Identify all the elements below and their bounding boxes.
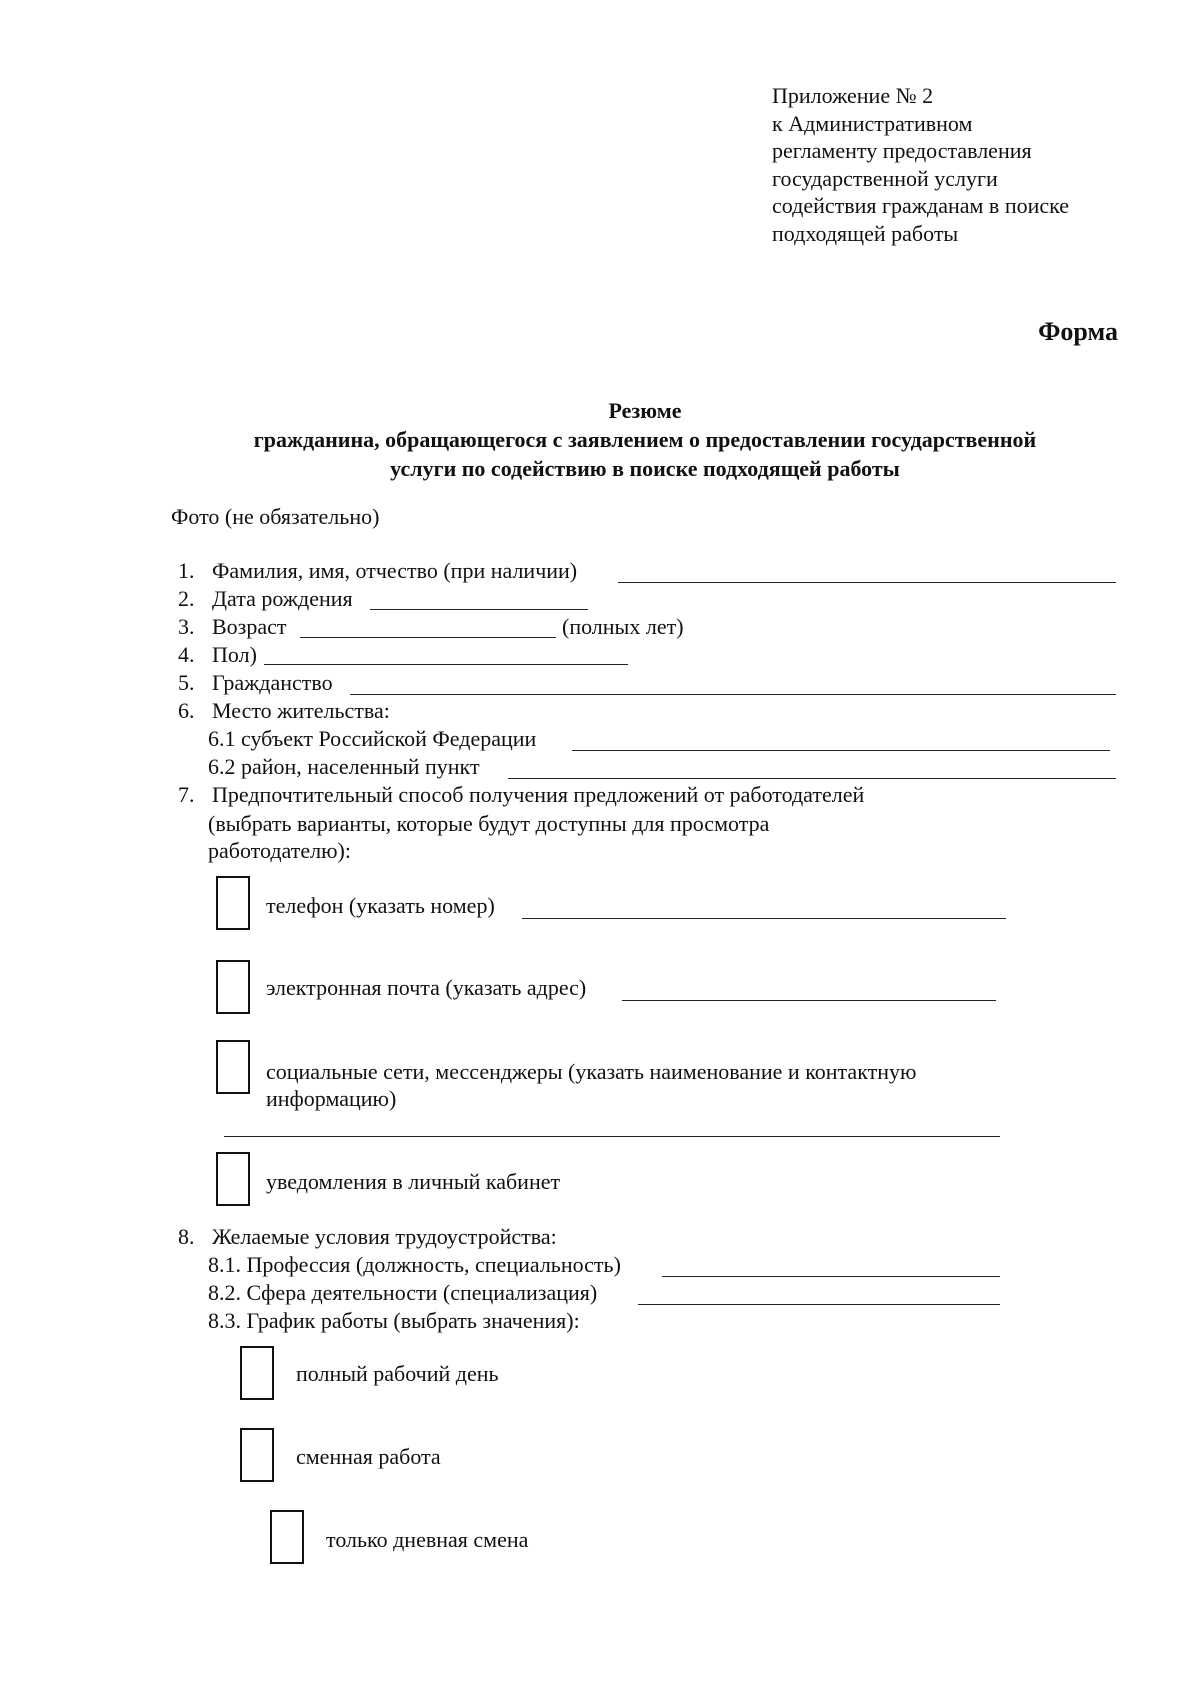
item-label: Возраст <box>212 614 287 639</box>
item-number: 2. <box>178 586 195 611</box>
item-number: 8. <box>178 1224 195 1249</box>
social-field[interactable] <box>224 1136 1000 1137</box>
photo-label: Фото (не обязательно) <box>171 504 380 529</box>
email-field[interactable] <box>622 1000 996 1001</box>
social-option-label: социальные сети, мессенджеры (указать наименование и контактную <box>266 1059 917 1084</box>
social-option-label-cont: информацию) <box>266 1086 397 1111</box>
citizenship-field[interactable] <box>350 694 1116 695</box>
annex-line: Приложение № 2 <box>772 83 934 108</box>
annex-block <box>772 82 1069 247</box>
item-number: 6. <box>178 698 195 723</box>
item-gender <box>178 641 257 668</box>
work-schedule-label: 8.3. График работы (выбрать значения): <box>208 1308 580 1333</box>
phone-field[interactable] <box>522 918 1006 919</box>
residence-locality-field[interactable] <box>508 778 1116 779</box>
item-label: Гражданство <box>212 670 333 695</box>
title-line: гражданина, обращающегося с заявлением о предоставлении государственной <box>253 427 1037 452</box>
item-number: 4. <box>178 642 195 667</box>
age-field[interactable] <box>300 637 556 638</box>
cabinet-checkbox[interactable] <box>216 1152 250 1206</box>
item-label: Фамилия, имя, отчество (при наличии) <box>212 558 578 583</box>
shift-work-checkbox[interactable] <box>240 1428 274 1482</box>
day-shift-checkbox[interactable] <box>270 1510 304 1564</box>
item-citizenship <box>178 669 333 696</box>
shift-work-option-label: сменная работа <box>296 1444 441 1469</box>
item-age <box>178 613 287 640</box>
title-line: услуги по содействию в поиске подходящей работы <box>390 456 900 481</box>
annex-line: к Административном <box>772 110 973 136</box>
cabinet-option-label: уведомления в личный кабинет <box>266 1169 561 1194</box>
item-label: Пол) <box>212 642 257 667</box>
item-label: Желаемые условия трудоустройства: <box>212 1224 557 1249</box>
item-number: 5. <box>178 670 195 695</box>
full-day-option-label: полный рабочий день <box>296 1361 499 1386</box>
email-checkbox[interactable] <box>216 960 250 1014</box>
item-label: Предпочтительный способ получения предложений от работодателей <box>212 782 865 807</box>
field-of-activity-label: 8.2. Сфера деятельности (специализация) <box>208 1280 598 1305</box>
title-line: Резюме <box>608 398 682 423</box>
document-title <box>160 396 1130 483</box>
annex-line: подходящей работы <box>772 220 959 246</box>
contact-method-note-end: работодателю): <box>208 838 351 863</box>
phone-checkbox[interactable] <box>216 876 250 930</box>
annex-line: государственной услуги <box>772 165 998 191</box>
birth-date-field[interactable] <box>370 609 588 610</box>
age-suffix: (полных лет) <box>562 614 684 639</box>
annex-line: содействия гражданам в поиске <box>772 193 1070 218</box>
profession-label: 8.1. Профессия (должность, специальность) <box>208 1252 621 1277</box>
item-label: Место жительства: <box>212 698 390 723</box>
contact-method-note: (выбрать варианты, которые будут доступны для просмотра <box>208 811 770 836</box>
residence-region-label: 6.1 субъект Российской Федерации <box>208 726 537 751</box>
residence-locality-label: 6.2 район, населенный пункт <box>208 754 480 779</box>
item-residence <box>178 697 390 724</box>
social-checkbox[interactable] <box>216 1040 250 1094</box>
residence-region-field[interactable] <box>572 750 1110 751</box>
item-label: Дата рождения <box>212 586 353 611</box>
full-name-field[interactable] <box>618 582 1116 583</box>
day-shift-option-label: только дневная смена <box>326 1527 529 1552</box>
item-birth-date <box>178 585 353 612</box>
item-number: 3. <box>178 614 195 639</box>
profession-field[interactable] <box>662 1276 1000 1277</box>
email-option-label: электронная почта (указать адрес) <box>266 975 587 1000</box>
item-number: 7. <box>178 782 195 807</box>
annex-line: регламенту предоставления <box>772 138 1032 163</box>
item-number: 1. <box>178 558 195 583</box>
item-employment-conditions <box>178 1223 557 1250</box>
full-day-checkbox[interactable] <box>240 1346 274 1400</box>
phone-option-label: телефон (указать номер) <box>266 893 495 918</box>
form-label: Форма <box>1038 317 1118 346</box>
item-contact-method <box>178 781 864 808</box>
gender-field[interactable] <box>264 664 628 665</box>
field-of-activity-field[interactable] <box>638 1304 1000 1305</box>
item-full-name <box>178 557 577 584</box>
